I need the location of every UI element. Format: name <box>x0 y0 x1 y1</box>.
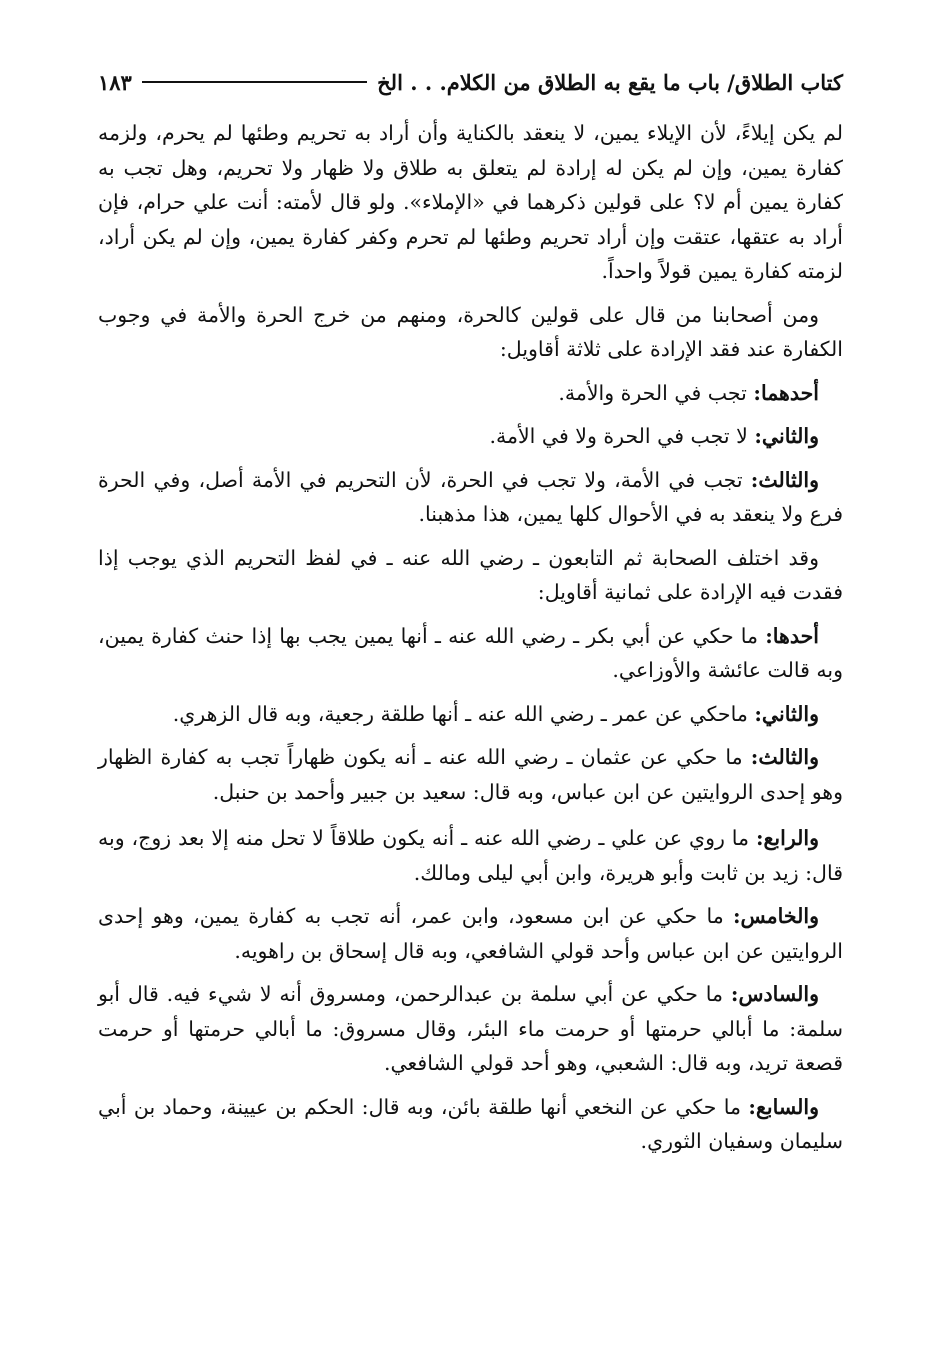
paragraph-label: والثالث: <box>750 745 819 769</box>
paragraph-text: تجب في الأمة، ولا تجب في الحرة، لأن التحريم في الأمة أصل، وفي الحرة فرع ولا ينعقد به في الأحوال كلها يمين، هذا مذهبنا. <box>98 467 843 526</box>
paragraph-text: تجب في الحرة والأمة. <box>558 380 747 405</box>
paragraph-label: أحدها: <box>765 623 819 648</box>
paragraph <box>98 376 843 411</box>
paragraph <box>98 899 843 968</box>
paragraph <box>98 463 843 532</box>
paragraph <box>98 116 843 289</box>
paragraph-text: ومن أصحابنا من قال على قولين كالحرة، ومنهم من خرج الحرة والأمة في وجوب الكفارة عند فقد الإرادة على ثلاثة أقاويل: <box>98 302 843 361</box>
book-page <box>98 62 843 1168</box>
paragraph <box>98 1090 843 1159</box>
paragraph <box>98 541 843 610</box>
paragraph-text: وقد اختلف الصحابة ثم التابعون ـ رضي الله عنه ـ في لفظ التحريم الذي يوجب إذا فقدت فيه الإرادة على ثمانية أقاويل: <box>98 545 843 604</box>
header-title: كتاب الطلاق/ باب ما يقع به الطلاق من الكلام. . . الخ <box>377 69 843 95</box>
page-number: ١٨٣ <box>98 69 132 95</box>
paragraph-label: والسادس: <box>730 982 819 1006</box>
paragraph <box>98 619 843 688</box>
paragraph-text: لا تجب في الحرة ولا في الأمة. <box>489 424 748 448</box>
paragraph <box>98 740 843 809</box>
paragraph <box>98 419 843 454</box>
header-rule <box>142 81 367 83</box>
running-header <box>98 62 843 102</box>
paragraph-text: ما حكي عن ابن مسعود، وابن عمر، أنه تجب به كفارة يمين، وهو إحدى الروايتين عن ابن عباس وأحد قولي الشافعي، وبه قال إسحاق بن راهويه. <box>98 904 843 963</box>
paragraph-label: والثالث: <box>750 467 819 492</box>
paragraph-text: ما حكي عن أبي سلمة بن عبدالرحمن، ومسروق أنه لا شيء فيه. قال أبو سلمة: ما أبالي حرمتها أو حرمت ماء البئر، وقال مسروق: ما أبالي حرمتها أو حرمت قصعة تريد، وبه قال: الشعبي، وهو أحد قولي الشافعي. <box>98 982 843 1075</box>
paragraph <box>98 298 843 367</box>
paragraph-label: والثاني: <box>754 424 819 448</box>
paragraph <box>98 977 843 1081</box>
paragraph-text: ما روي عن علي ـ رضي الله عنه ـ أنه يكون طلاقاً لا تحل منه إلا بعد زوج، وبه قال: زيد بن ثابت وأبو هريرة، وابن أبي ليلى ومالك. <box>98 826 843 885</box>
paragraph-text: ما حكي عن النخعي أنها طلقة بائن، وبه قال: الحكم بن عيينة، وحماد بن أبي سليمان وسفيان الثوري. <box>98 1094 843 1153</box>
paragraph <box>98 821 843 890</box>
paragraph-label: والخامس: <box>732 904 819 928</box>
paragraph <box>98 697 843 732</box>
paragraph-label: والرابع: <box>755 826 819 850</box>
page-body <box>98 116 843 1159</box>
paragraph-text: ما حكي عن عثمان ـ رضي الله عنه ـ أنه يكون ظهاراً تجب به كفارة الظهار وهو إحدى الروايتين عن ابن عباس، وبه قال: سعيد بن جبير وأحمد بن حنبل. <box>98 745 843 804</box>
paragraph-text: ماحكي عن عمر ـ رضي الله عنه ـ أنها طلقة رجعية، وبه قال الزهري. <box>172 701 748 726</box>
paragraph-label: والسابع: <box>748 1094 819 1119</box>
paragraph-label: والثاني: <box>754 701 819 726</box>
paragraph-label: أحدهما: <box>753 380 819 405</box>
paragraph-text: لم يكن إيلاءً، لأن الإيلاء يمين، لا ينعقد بالكناية وأن أراد به تحريم وطئها لم يحرم، ولزمه كفارة يمين، وإن لم يكن له إرادة لم يتعلق به طلاق ولا ظهار ولا تحريم، وهل تجب به كفارة يمين أم لا؟ على قولين ذكرهما في «الإملاء». ولو قال لأمته: أنت علي حرام، فإن أراد به عتقها، عتقت وإن أراد تحريم وطئها لم تحرم وكفر كفارة يمين، وإن لم يكن أراد، لزمته كفارة يمين قولاً واحداً. <box>98 121 843 283</box>
paragraph-text: ما حكي عن أبي بكر ـ رضي الله عنه ـ أنها يمين يجب بها إذا حنث كفارة يمين، وبه قالت عائشة والأوزاعي. <box>98 623 843 682</box>
